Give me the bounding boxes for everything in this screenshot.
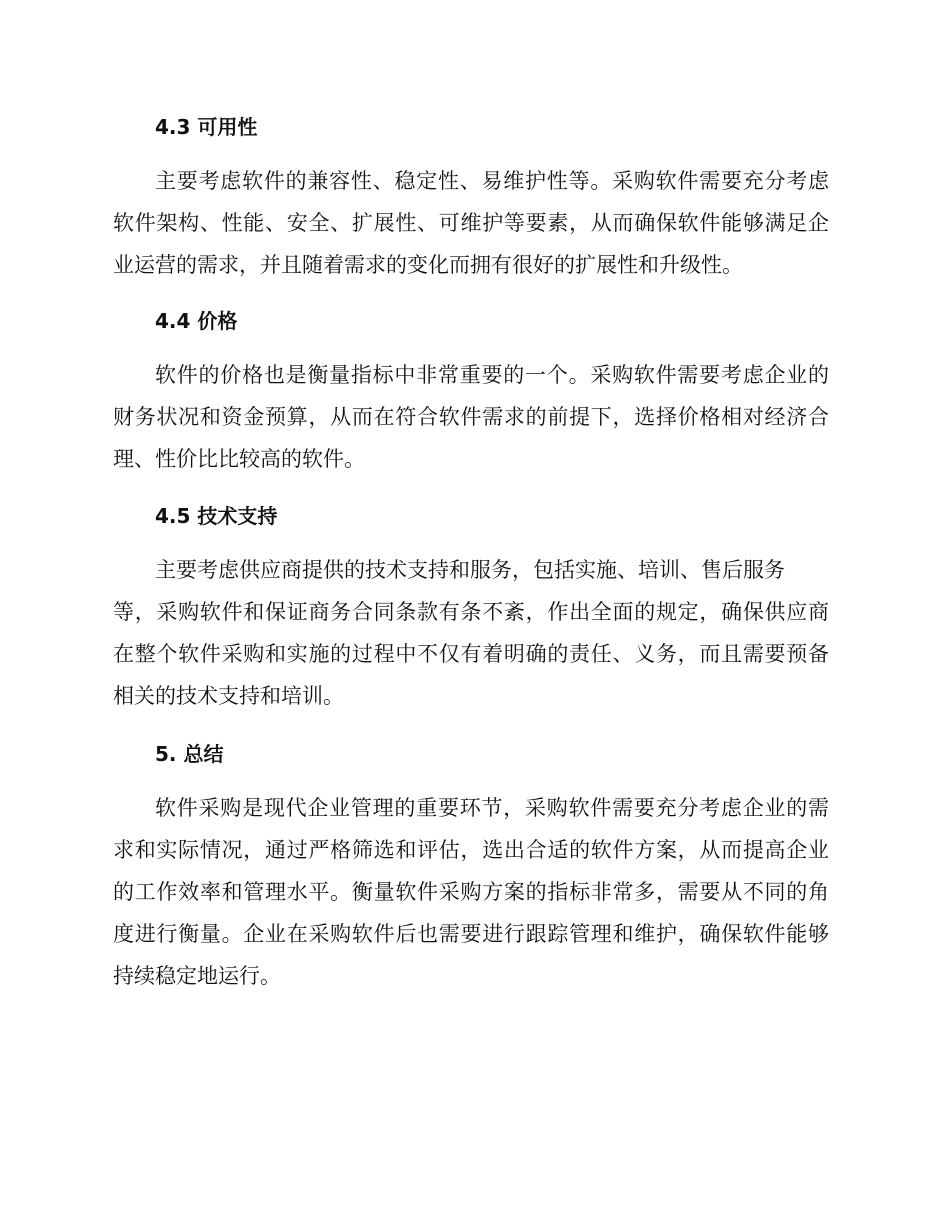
paragraph-line: 业运营的需求，并且随着需求的变化而拥有很好的扩展性和升级性。 [113,253,743,277]
paragraph-line: 持续稳定地运行。 [113,964,281,988]
paragraph-line: 软件架构、性能、安全、扩展性、可维护等要素，从而确保软件能够满足企 [113,211,829,235]
section-heading: 4.4 价格 [155,309,238,333]
paragraph-line: 财务状况和资金预算，从而在符合软件需求的前提下，选择价格相对经济合 [113,405,829,429]
paragraph-line: 主要考虑软件的兼容性、稳定性、易维护性等。采购软件需要充分考虑 [155,169,829,193]
section-paragraph [113,354,829,480]
paragraph-line: 等，采购软件和保证商务合同条款有条不紊，作出全面的规定，确保供应商 [113,600,829,624]
section-paragraph [113,160,829,286]
paragraph-line: 在整个软件采购和实施的过程中不仅有着明确的责任、义务，而且需要预备 [113,642,829,666]
paragraph-line: 相关的技术支持和培训。 [113,684,344,708]
paragraph-line: 软件的价格也是衡量指标中非常重要的一个。采购软件需要考虑企业的 [155,363,829,387]
section-paragraph [113,549,829,717]
paragraph-line: 度进行衡量。企业在采购软件后也需要进行跟踪管理和维护，确保软件能够 [113,922,829,946]
paragraph-line: 求和实际情况，通过严格筛选和评估，选出合适的软件方案，从而提高企业 [113,838,829,862]
section-heading: 4.5 技术支持 [155,504,278,528]
paragraph-line: 主要考虑供应商提供的技术支持和服务，包括实施、培训、售后服务 [155,558,785,582]
paragraph-line: 理、性价比比较高的软件。 [113,447,365,471]
section-paragraph [113,787,829,997]
paragraph-line: 的工作效率和管理水平。衡量软件采购方案的指标非常多，需要从不同的角 [113,880,829,904]
section-heading: 5. 总结 [155,742,224,766]
paragraph-line: 软件采购是现代企业管理的重要环节，采购软件需要充分考虑企业的需 [155,796,829,820]
section-heading: 4.3 可用性 [155,115,258,139]
